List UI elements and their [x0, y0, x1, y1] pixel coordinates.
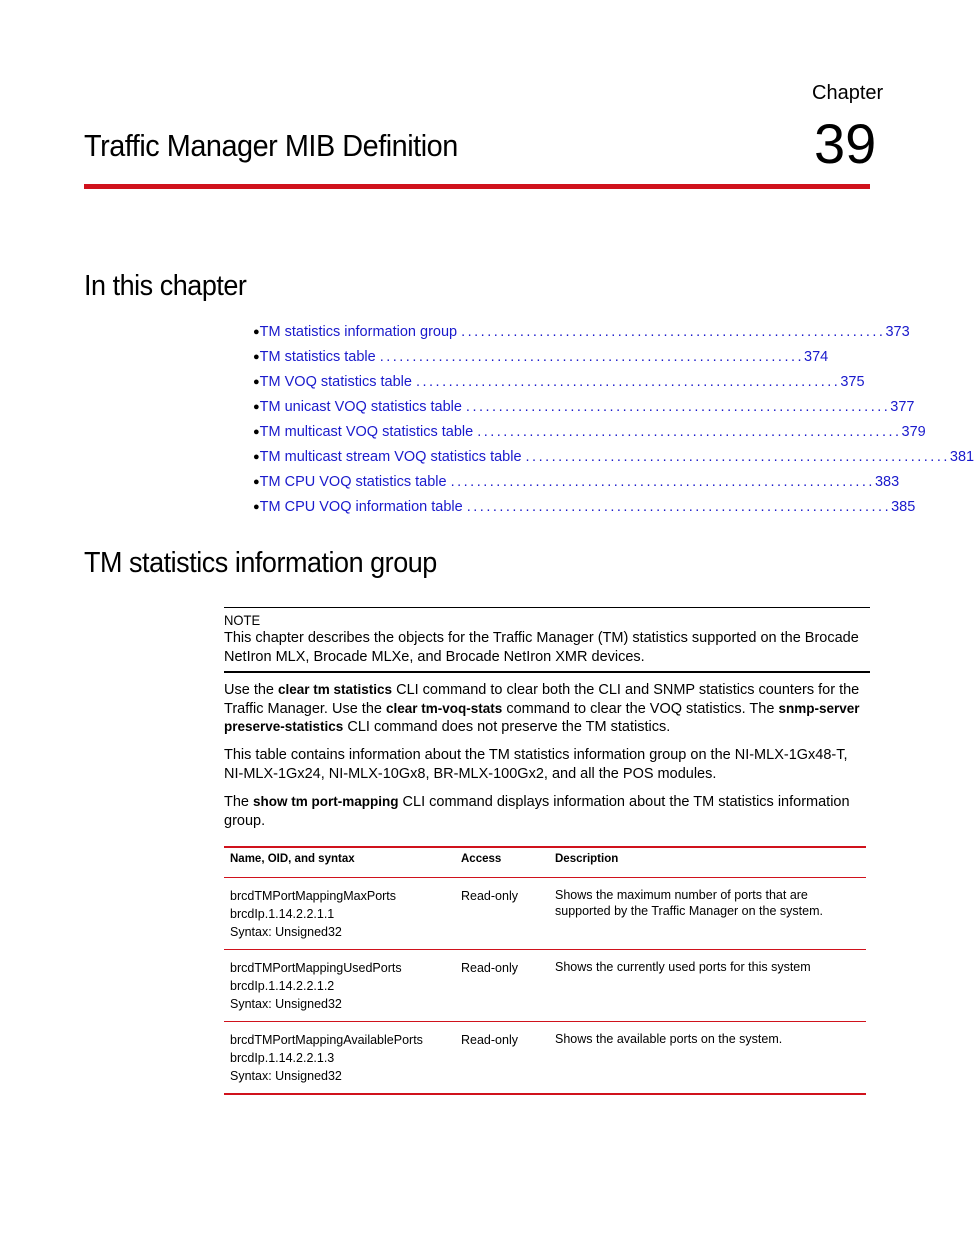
toc-leader: ................................................................. — [450, 474, 875, 490]
bullet-icon: ● — [253, 476, 260, 488]
cell-access: Read-only — [455, 1022, 549, 1095]
toc-leader: ................................................................. — [461, 324, 886, 340]
toc-leader: ................................................................. — [379, 349, 805, 365]
toc-item-text[interactable]: TM VOQ statistics table — [259, 374, 412, 390]
bullet-icon: ● — [253, 326, 260, 338]
cell-access: Read-only — [455, 878, 549, 950]
toc-item[interactable] — [253, 370, 865, 395]
toc-item-page[interactable]: 379 — [901, 424, 926, 440]
toc-leader: ................................................................. — [525, 449, 950, 465]
command-show-tm-port-mapping: show tm port-mapping — [253, 794, 399, 809]
toc-item[interactable] — [253, 345, 829, 370]
toc-item[interactable] — [253, 495, 916, 520]
bullet-icon: ● — [253, 426, 260, 438]
command-clear-tm-voq-stats: clear tm-voq-stats — [386, 700, 503, 716]
cell-description: Shows the currently used ports for this system — [549, 950, 866, 1022]
note-text: This chapter describes the objects for the Traffic Manager (TM) statistics supported on the Brocade NetIron MLX, Brocade MLXe, and Brocade NetIron XMR devices. — [224, 630, 859, 665]
table-header-row — [224, 847, 866, 878]
column-header-description: Description — [549, 847, 866, 878]
bullet-icon: ● — [253, 501, 260, 513]
toc-item-text[interactable]: TM unicast VOQ statistics table — [259, 399, 462, 415]
toc-item[interactable] — [253, 470, 900, 495]
chapter-number: 39 — [814, 112, 877, 175]
chapter-label: Chapter — [812, 82, 884, 104]
toc-item-text[interactable]: TM CPU VOQ statistics table — [259, 474, 447, 490]
toc-item[interactable] — [253, 395, 915, 420]
object-name: brcdTMPortMappingAvailablePorts — [230, 1033, 423, 1047]
object-name: brcdTMPortMappingMaxPorts — [230, 889, 397, 903]
para-text: CLI command to clear both the CLI and SNMP statistics counters for the Traffic Manager. Use the — [224, 682, 860, 717]
object-oid: brcdIp.1.14.2.2.1.3 — [230, 1051, 335, 1065]
para-text: The — [224, 794, 254, 810]
command-clear-tm-statistics: clear tm statistics — [278, 682, 393, 697]
object-oid: brcdIp.1.14.2.2.1.2 — [230, 979, 335, 993]
toc-leader: ................................................................. — [477, 424, 902, 440]
title-rule — [84, 184, 870, 189]
cell-name-oid-syntax — [224, 878, 455, 950]
chapter-title: Traffic Manager MIB Definition — [84, 128, 458, 163]
mib-table — [224, 846, 866, 1095]
object-syntax: Syntax: Unsigned32 — [230, 1069, 342, 1083]
toc-item-page[interactable]: 385 — [891, 499, 916, 515]
toc-item-text[interactable]: TM statistics information group — [259, 324, 458, 340]
column-header-access: Access — [455, 847, 549, 878]
cell-name-oid-syntax — [224, 1022, 455, 1095]
para-text: command to clear the VOQ statistics. The — [502, 700, 779, 717]
toc-item-text[interactable]: TM multicast stream VOQ statistics table — [259, 449, 522, 465]
toc-item-page[interactable]: 381 — [949, 449, 974, 465]
table-row — [224, 878, 866, 950]
para-text: Use the — [224, 682, 278, 698]
note-box — [224, 607, 870, 673]
paragraph-table-info: This table contains information about the TM statistics information group on the NI-MLX-1Gx48-T, NI-MLX-1Gx24, NI-MLX-10Gx8, BR-MLX-100Gx2, and all the POS modules. — [224, 747, 848, 782]
toc-item[interactable] — [253, 445, 974, 470]
bullet-icon: ● — [253, 376, 260, 388]
para-text: CLI command displays information about the TM statistics information group. — [224, 794, 850, 829]
toc-item-page[interactable]: 383 — [874, 474, 900, 490]
object-oid: brcdIp.1.14.2.2.1.1 — [230, 907, 335, 921]
cell-description: Shows the maximum number of ports that are supported by the Traffic Manager on the system. — [549, 878, 866, 950]
toc-item-page[interactable]: 374 — [804, 349, 829, 365]
toc-list — [253, 320, 974, 520]
table-row — [224, 950, 866, 1022]
bullet-icon: ● — [253, 351, 260, 363]
bullet-icon: ● — [253, 401, 260, 413]
toc-leader: ................................................................. — [415, 374, 841, 390]
toc-item-page[interactable]: 377 — [890, 399, 915, 415]
cell-name-oid-syntax — [224, 950, 455, 1022]
section-heading: TM statistics information group — [84, 547, 437, 579]
cell-description: Shows the available ports on the system. — [549, 1022, 866, 1095]
cell-access: Read-only — [455, 950, 549, 1022]
paragraph-show-command — [224, 793, 870, 830]
note-label: NOTE — [224, 612, 261, 628]
command-snmp-server-preserve-statistics: snmp-server preserve-statistics — [224, 700, 860, 734]
table-row — [224, 1022, 866, 1095]
toc-item-text[interactable]: TM CPU VOQ information table — [259, 499, 463, 515]
toc-leader: ................................................................. — [466, 499, 892, 515]
paragraph-clear-commands — [224, 681, 870, 737]
object-syntax: Syntax: Unsigned32 — [230, 997, 342, 1011]
toc-leader: ................................................................. — [465, 399, 891, 415]
object-syntax: Syntax: Unsigned32 — [230, 925, 342, 939]
toc-item-text[interactable]: TM statistics table — [259, 349, 376, 365]
bullet-icon: ● — [253, 451, 260, 463]
para-text: CLI command does not preserve the TM statistics. — [343, 719, 671, 735]
toc-heading: In this chapter — [84, 270, 247, 302]
toc-item[interactable] — [253, 320, 910, 345]
object-name: brcdTMPortMappingUsedPorts — [230, 961, 402, 975]
toc-item[interactable] — [253, 420, 926, 445]
toc-item-text[interactable]: TM multicast VOQ statistics table — [259, 424, 474, 440]
toc-item-page[interactable]: 375 — [840, 374, 865, 390]
toc-item-page[interactable]: 373 — [885, 324, 910, 340]
column-header-name: Name, OID, and syntax — [224, 847, 455, 878]
